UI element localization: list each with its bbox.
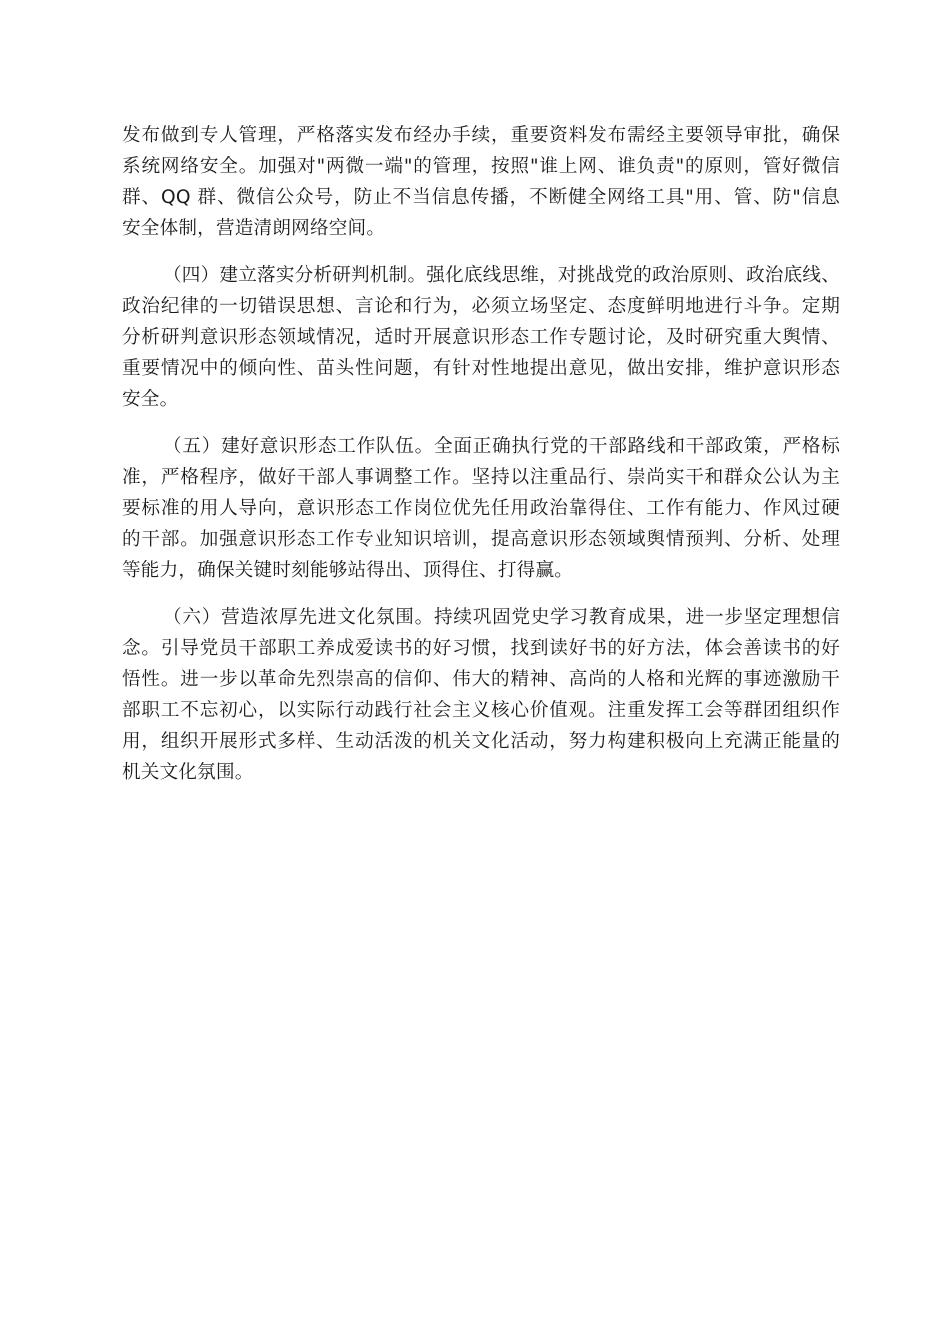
text-line: （四）建立落实分析研判机制。强化底线思维，对挑战党的政治原则、政治底线、: [163, 265, 840, 286]
text-line: 部职工不忘初心，以实际行动践行社会主义核心价值观。注重发挥工会等群团组织作: [122, 700, 840, 721]
paragraph-section-6: [122, 602, 840, 788]
text-line: 等能力，确保关键时刻能够站得出、顶得住、打得赢。: [122, 560, 574, 581]
text-line: 准，严格程序，做好干部人事调整工作。坚持以注重品行、崇尚实干和群众公认为主: [122, 467, 840, 488]
text-line: 安全体制，营造清朗网络空间。: [122, 218, 386, 239]
text-line: 要标准的用人导向，意识形态工作岗位优先任用政治靠得住、工作有能力、作风过硬: [122, 498, 840, 519]
text-line: 发布做到专人管理，严格落实发布经办手续，重要资料发布需经主要领导审批，确保: [122, 125, 840, 146]
paragraph-section-4: [122, 260, 840, 415]
text-line: （六）营造浓厚先进文化氛围。持续巩固党史学习教育成果，进一步坚定理想信: [163, 607, 840, 628]
text-line: 群、QQ 群、微信公众号，防止不当信息传播，不断健全网络工具"用、管、防"信息: [122, 187, 840, 208]
text-line: 政治纪律的一切错误思想、言论和行为，必须立场坚定、态度鲜明地进行斗争。定期: [122, 296, 840, 317]
paragraph-network-management: [122, 120, 840, 244]
text-line: 安全。: [122, 389, 179, 410]
text-line: （五）建好意识形态工作队伍。全面正确执行党的干部路线和干部政策，严格标: [163, 436, 840, 457]
text-line: 念。引导党员干部职工养成爱读书的好习惯，找到读好书的好方法，体会善读书的好: [122, 638, 840, 659]
text-line: 重要情况中的倾向性、苗头性问题，有针对性地提出意见，做出安排，维护意识形态: [122, 358, 840, 379]
document-page: [122, 120, 840, 804]
text-line: 分析研判意识形态领域情况，适时开展意识形态工作专题讨论，及时研究重大舆情、: [122, 327, 840, 348]
text-line: 悟性。进一步以革命先烈崇高的信仰、伟大的精神、高尚的人格和光辉的事迹激励干: [122, 669, 840, 690]
text-line: 系统网络安全。加强对"两微一端"的管理，按照"谁上网、谁负责"的原则，管好微信: [122, 156, 840, 177]
text-line: 的干部。加强意识形态工作专业知识培训，提高意识形态领域舆情预判、分析、处理: [122, 529, 840, 550]
text-line: 用，组织开展形式多样、生动活泼的机关文化活动，努力构建积极向上充满正能量的: [122, 731, 840, 752]
paragraph-section-5: [122, 431, 840, 586]
text-line: 机关文化氛围。: [122, 762, 254, 783]
